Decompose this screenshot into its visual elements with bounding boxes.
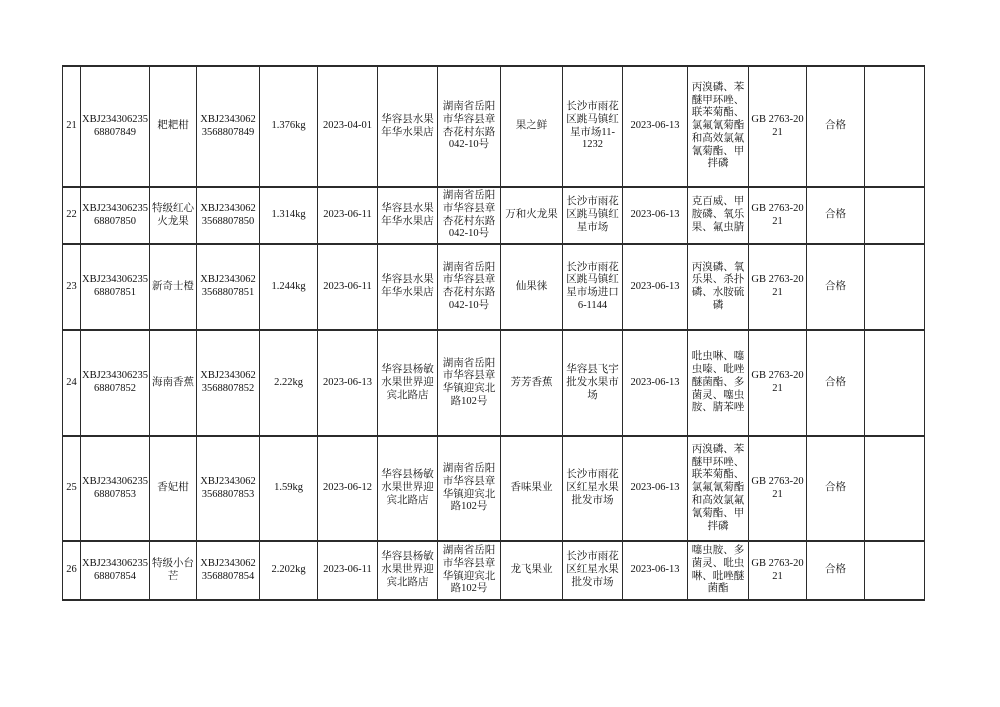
cell-market: 长沙市雨花区红星水果批发市场 xyxy=(563,541,623,600)
cell-producer: 仙果徕 xyxy=(501,244,563,330)
inspection-table xyxy=(62,65,925,601)
cell-weight: 2.22kg xyxy=(260,330,318,436)
cell-result: 合格 xyxy=(807,66,865,187)
cell-store-name: 华容县杨敏水果世界迎宾北路店 xyxy=(378,436,438,541)
cell-sample-code: XBJ23430623568807850 xyxy=(81,187,150,244)
cell-weight: 1.314kg xyxy=(260,187,318,244)
cell-producer: 香味果业 xyxy=(501,436,563,541)
cell-store-address: 湖南省岳阳市华容县章华镇迎宾北路102号 xyxy=(438,330,501,436)
cell-report-date: 2023-06-13 xyxy=(623,541,688,600)
cell-store-address: 湖南省岳阳市华容县章华镇迎宾北路102号 xyxy=(438,541,501,600)
cell-market: 长沙市雨花区跳马镇红星市场11-1232 xyxy=(563,66,623,187)
cell-store-address: 湖南省岳阳市华容县章华镇迎宾北路102号 xyxy=(438,436,501,541)
cell-standard: GB 2763-2021 xyxy=(749,66,807,187)
cell-producer: 龙飞果业 xyxy=(501,541,563,600)
cell-index: 25 xyxy=(63,436,81,541)
table-row xyxy=(63,66,925,187)
cell-test-items: 丙溴磷、氧乐果、杀扑磷、水胺硫磷 xyxy=(688,244,749,330)
cell-market: 长沙市雨花区红星水果批发市场 xyxy=(563,436,623,541)
cell-store-address: 湖南省岳阳市华容县章杏花村东路042-10号 xyxy=(438,244,501,330)
cell-store-name: 华容县水果年华水果店 xyxy=(378,66,438,187)
cell-product-name: 耙耙柑 xyxy=(150,66,197,187)
cell-store-name: 华容县水果年华水果店 xyxy=(378,244,438,330)
cell-result: 合格 xyxy=(807,436,865,541)
cell-standard: GB 2763-2021 xyxy=(749,330,807,436)
cell-product-name: 香妃柑 xyxy=(150,436,197,541)
cell-sample-code: XBJ23430623568807853 xyxy=(81,436,150,541)
cell-index: 23 xyxy=(63,244,81,330)
cell-result: 合格 xyxy=(807,244,865,330)
cell-producer: 芳芳香蕉 xyxy=(501,330,563,436)
cell-report-date: 2023-06-13 xyxy=(623,244,688,330)
cell-test-items: 噻虫胺、多菌灵、吡虫啉、吡唑醚菌酯 xyxy=(688,541,749,600)
cell-report-date: 2023-06-13 xyxy=(623,436,688,541)
cell-weight: 1.376kg xyxy=(260,66,318,187)
cell-remark xyxy=(865,244,925,330)
cell-producer: 万和火龙果 xyxy=(501,187,563,244)
cell-weight: 1.59kg xyxy=(260,436,318,541)
cell-index: 26 xyxy=(63,541,81,600)
table-row xyxy=(63,541,925,600)
cell-standard: GB 2763-2021 xyxy=(749,541,807,600)
cell-sample-code-2: XBJ23430623568807851 xyxy=(197,244,260,330)
cell-result: 合格 xyxy=(807,330,865,436)
cell-market: 华容县飞宇批发水果市场 xyxy=(563,330,623,436)
cell-store-address: 湖南省岳阳市华容县章杏花村东路042-10号 xyxy=(438,66,501,187)
cell-index: 22 xyxy=(63,187,81,244)
cell-remark xyxy=(865,330,925,436)
inspection-table-body xyxy=(63,66,925,600)
cell-sample-code: XBJ23430623568807852 xyxy=(81,330,150,436)
cell-remark xyxy=(865,187,925,244)
cell-product-name: 海南香蕉 xyxy=(150,330,197,436)
cell-test-items: 吡虫啉、噻虫嗪、吡唑醚菌酯、多菌灵、噻虫胺、腈苯唑 xyxy=(688,330,749,436)
cell-sample-code-2: XBJ23430623568807853 xyxy=(197,436,260,541)
cell-report-date: 2023-06-13 xyxy=(623,66,688,187)
cell-store-name: 华容县杨敏水果世界迎宾北路店 xyxy=(378,541,438,600)
cell-sampling-date: 2023-06-12 xyxy=(318,436,378,541)
cell-sampling-date: 2023-06-11 xyxy=(318,187,378,244)
cell-result: 合格 xyxy=(807,187,865,244)
cell-sample-code: XBJ23430623568807851 xyxy=(81,244,150,330)
table-row xyxy=(63,187,925,244)
cell-sample-code-2: XBJ23430623568807849 xyxy=(197,66,260,187)
cell-result: 合格 xyxy=(807,541,865,600)
cell-test-items: 丙溴磷、苯醚甲环唑、联苯菊酯、氯氟氰菊酯和高效氯氟氰菊酯、甲拌磷 xyxy=(688,66,749,187)
cell-sampling-date: 2023-06-11 xyxy=(318,541,378,600)
table-row xyxy=(63,436,925,541)
cell-sample-code: XBJ23430623568807854 xyxy=(81,541,150,600)
table-row xyxy=(63,244,925,330)
cell-store-name: 华容县水果年华水果店 xyxy=(378,187,438,244)
cell-standard: GB 2763-2021 xyxy=(749,244,807,330)
cell-standard: GB 2763-2021 xyxy=(749,436,807,541)
cell-product-name: 特级小台芒 xyxy=(150,541,197,600)
cell-market: 长沙市雨花区跳马镇红星市场进口6-1144 xyxy=(563,244,623,330)
cell-sample-code-2: XBJ23430623568807850 xyxy=(197,187,260,244)
cell-weight: 1.244kg xyxy=(260,244,318,330)
cell-sampling-date: 2023-04-01 xyxy=(318,66,378,187)
cell-remark xyxy=(865,66,925,187)
cell-remark xyxy=(865,541,925,600)
cell-standard: GB 2763-2021 xyxy=(749,187,807,244)
cell-store-address: 湖南省岳阳市华容县章杏花村东路042-10号 xyxy=(438,187,501,244)
cell-sampling-date: 2023-06-11 xyxy=(318,244,378,330)
cell-remark xyxy=(865,436,925,541)
cell-store-name: 华容县杨敏水果世界迎宾北路店 xyxy=(378,330,438,436)
cell-producer: 果之鲜 xyxy=(501,66,563,187)
cell-sample-code: XBJ23430623568807849 xyxy=(81,66,150,187)
cell-market: 长沙市雨花区跳马镇红星市场 xyxy=(563,187,623,244)
cell-index: 24 xyxy=(63,330,81,436)
cell-test-items: 丙溴磷、苯醚甲环唑、联苯菊酯、氯氟氰菊酯和高效氯氟氰菊酯、甲拌磷 xyxy=(688,436,749,541)
cell-report-date: 2023-06-13 xyxy=(623,330,688,436)
cell-report-date: 2023-06-13 xyxy=(623,187,688,244)
cell-product-name: 特级红心火龙果 xyxy=(150,187,197,244)
cell-sample-code-2: XBJ23430623568807852 xyxy=(197,330,260,436)
table-row xyxy=(63,330,925,436)
cell-sample-code-2: XBJ23430623568807854 xyxy=(197,541,260,600)
cell-sampling-date: 2023-06-13 xyxy=(318,330,378,436)
cell-product-name: 新奇士橙 xyxy=(150,244,197,330)
cell-test-items: 克百威、甲胺磷、氧乐果、氟虫腈 xyxy=(688,187,749,244)
cell-weight: 2.202kg xyxy=(260,541,318,600)
cell-index: 21 xyxy=(63,66,81,187)
